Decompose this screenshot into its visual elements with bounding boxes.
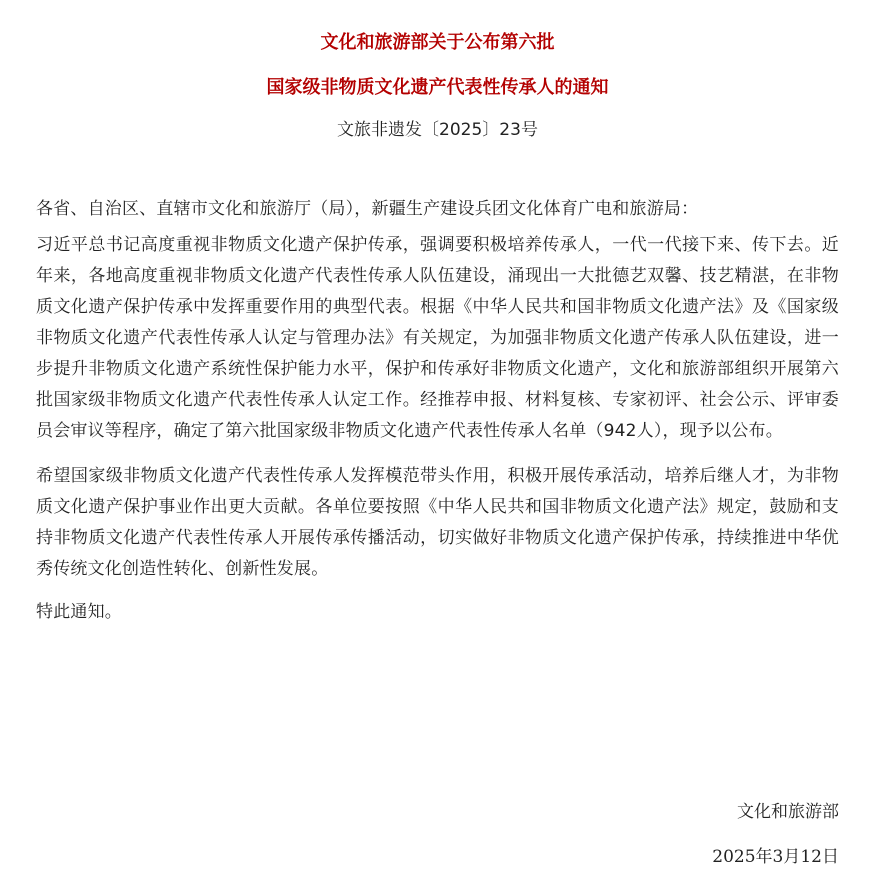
notice-title-line-1: 文化和旅游部关于公布第六批 — [320, 32, 555, 53]
closing-remark: 特此通知。 — [36, 602, 122, 622]
issue-date: 2025年3月12日 — [712, 847, 839, 867]
document-number: 文旅非遗发〔2025〕23号 — [337, 120, 538, 140]
body-paragraph-1: 习近平总书记高度重视非物质文化遗产保护传承，强调要积极培养传承人，一代一代接下来、传下去。近年来，各地高度重视非物质文化遗产代表性传承人队伍建设，涌现出一大批德艺双馨、技艺精湛，在非物质文化遗产保护传承中发挥重要作用的典型代表。根据《中华人民共和国非物质文化遗产法》及《国家级非物质文化遗产代表性传承人认定与管理办法》有关规定，为加强非物质文化遗产传承人队伍建设，进一步提升非物质文化遗产系统性保护能力水平，保护和传承好非物质文化遗产，文化和旅游部组织开展第六批国家级非物质文化遗产代表性传承人认定工作。经推荐申报、材料复核、专家初评、社会公示、评审委员会审议等程序，确定了第六批国家级非物质文化遗产代表性传承人名单（942人），现予以公布。 — [36, 235, 839, 441]
issuer-signature: 文化和旅游部 — [737, 802, 839, 822]
notice-title-line-2: 国家级非物质文化遗产代表性传承人的通知 — [266, 77, 609, 98]
salutation: 各省、自治区、直辖市文化和旅游厅（局），新疆生产建设兵团文化体育广电和旅游局： — [36, 199, 699, 219]
body-paragraph-2: 希望国家级非物质文化遗产代表性传承人发挥模范带头作用，积极开展传承活动，培养后继人才，为非物质文化遗产保护事业作出更大贡献。各单位要按照《中华人民共和国非物质文化遗产法》规定，鼓励和支持非物质文化遗产代表性传承人开展传承传播活动，切实做好非物质文化遗产保护传承，持续推进中华优秀传统文化创造性转化、创新性发展。 — [36, 466, 839, 579]
